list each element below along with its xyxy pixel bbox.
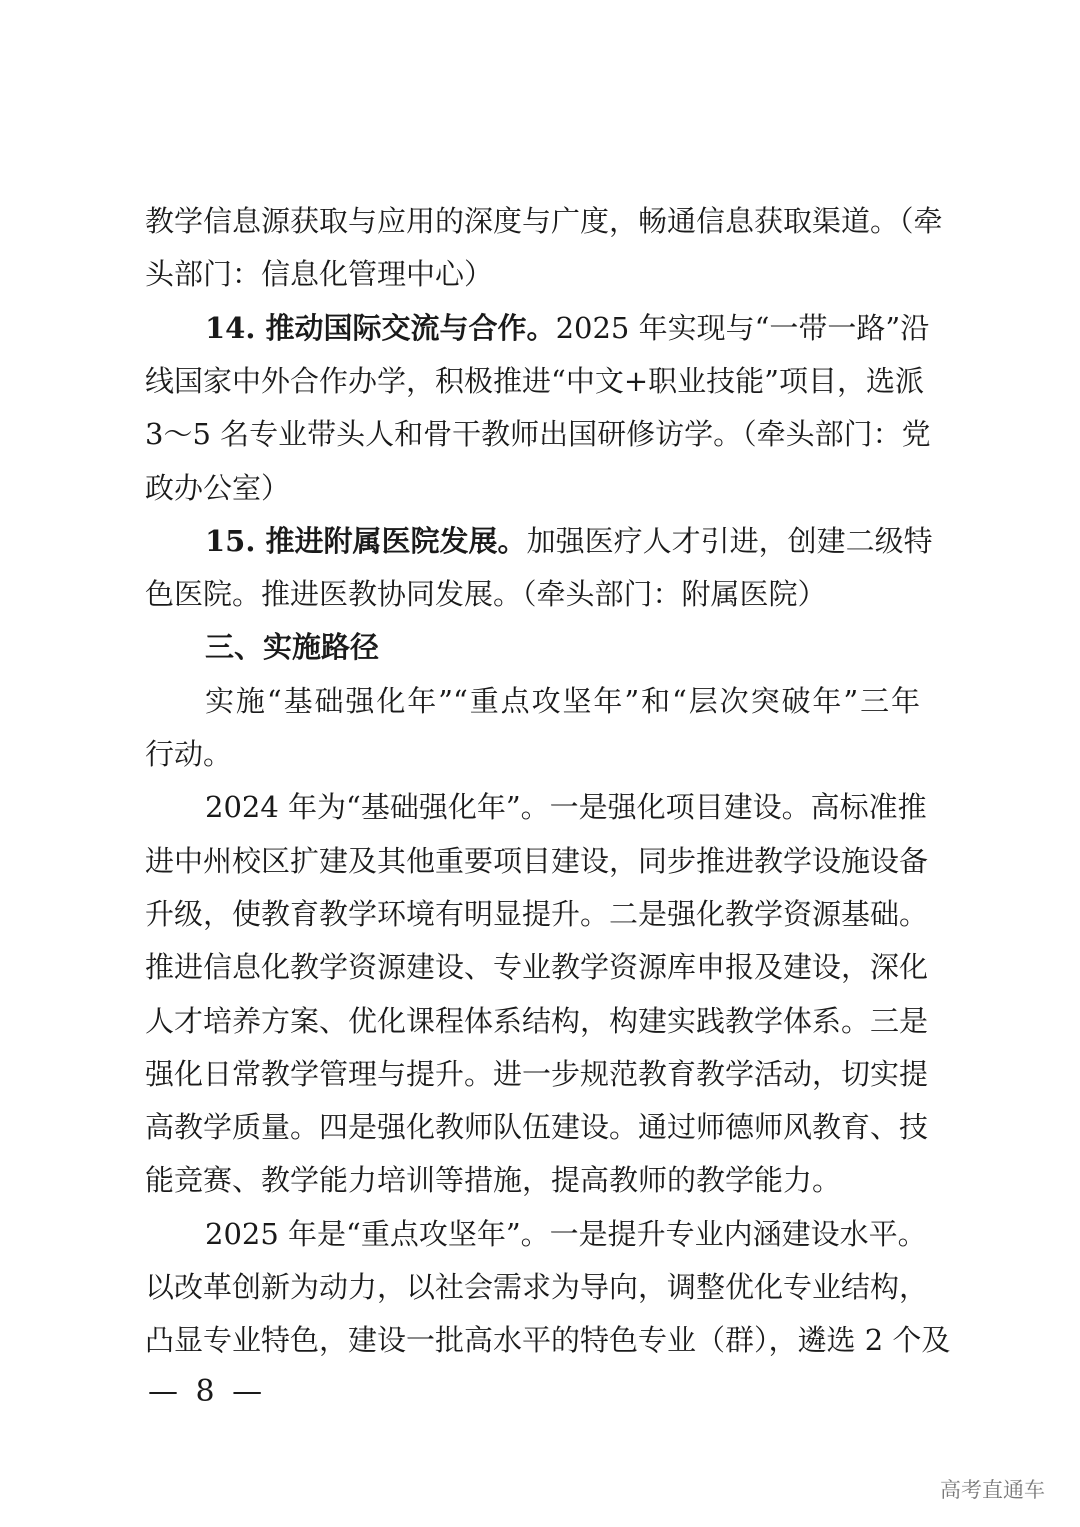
text-line <box>145 416 931 452</box>
text-line <box>205 629 920 665</box>
text-line <box>145 1003 929 1039</box>
watermark: 高考直通车 <box>940 1478 1045 1502</box>
text-line <box>145 1162 920 1198</box>
text-line <box>145 1056 929 1092</box>
text-line <box>145 576 920 612</box>
line-text: 以改革创新为动力，以社会需求为导向，调整优化专业结构， <box>145 1270 929 1304</box>
text-line <box>205 310 930 346</box>
line-text: 头部门：信息化管理中心） <box>145 257 494 292</box>
text-line <box>145 843 929 879</box>
text-line <box>205 1216 927 1252</box>
line-text: 加强医疗人才引进，创建二级特 <box>526 523 933 558</box>
line-text: 进中州校区扩建及其他重要项目建设，同步推进教学设施设备 <box>145 843 929 878</box>
text-line <box>145 470 920 506</box>
text-line <box>205 789 927 825</box>
text-line <box>145 1109 929 1145</box>
line-text: 3～5 名专业带头人和骨干教师出国研修访学。（牵头部门：党 <box>145 417 931 452</box>
text-line <box>205 683 920 719</box>
text-line <box>145 203 943 239</box>
text-line <box>145 256 920 292</box>
text-line <box>145 363 924 399</box>
line-text: 教学信息源获取与应用的深度与广度，畅通信息获取渠道。（牵 <box>145 204 943 238</box>
line-text: 2025 年实现与“一带一路”沿 <box>555 310 930 345</box>
item-title: 15. 推进附属医院发展。 <box>205 523 527 558</box>
line-text: 2025 年是“重点攻坚年”。一是提升专业内涵建设水平。 <box>205 1216 927 1251</box>
text-line <box>145 949 929 985</box>
line-text: 推进信息化教学资源建设、专业教学资源库申报及建设，深化 <box>145 950 929 985</box>
line-text: 凸显专业特色，建设一批高水平的特色专业（群），遴选 2 个及 <box>145 1323 951 1358</box>
line-text: 政办公室） <box>145 470 291 505</box>
section-heading: 三、实施路径 <box>205 630 380 665</box>
line-text: 强化日常教学管理与提升。进一步规范教育教学活动，切实提 <box>145 1056 929 1091</box>
page-number: — 8 — <box>148 1374 267 1409</box>
item-title: 14. 推动国际交流与合作。 <box>205 310 556 345</box>
line-text: 人才培养方案、优化课程体系结构，构建实践教学体系。三是 <box>145 1003 929 1038</box>
line-text: 升级，使教育教学环境有明显提升。二是强化教学资源基础。 <box>145 896 929 931</box>
text-line <box>145 1269 929 1305</box>
line-text: 能竞赛、教学能力培训等措施，提高教师的教学能力。 <box>145 1163 842 1198</box>
line-text: 高教学质量。四是强化教师队伍建设。通过师德师风教育、技 <box>145 1110 929 1145</box>
line-text: 实施“基础强化年”“重点攻坚年”和“层次突破年”三年 <box>205 683 920 718</box>
text-line <box>145 1322 951 1358</box>
line-text: 线国家中外合作办学，积极推进“中文+职业技能”项目，选派 <box>145 363 924 398</box>
line-text: 2024 年为“基础强化年”。一是强化项目建设。高标准推 <box>205 790 927 825</box>
text-line <box>205 523 933 559</box>
line-text: 行动。 <box>145 737 233 771</box>
text-line <box>145 736 920 772</box>
text-line <box>145 896 929 932</box>
line-text: 色医院。推进医教协同发展。（牵头部门：附属医院） <box>145 577 827 612</box>
